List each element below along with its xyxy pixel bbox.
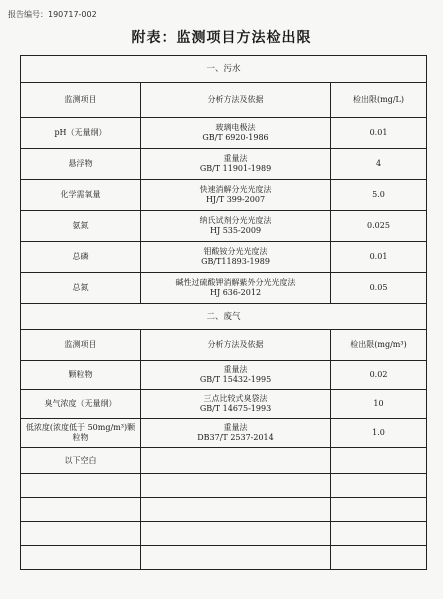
empty-cell <box>331 448 427 474</box>
table-row <box>21 361 427 390</box>
method-name: 重量法 <box>223 154 248 163</box>
row-limit: 1.0 <box>331 419 427 448</box>
method-limit-table <box>20 55 427 570</box>
row-method <box>141 118 331 149</box>
method-standard: GB/T 6920-1986 <box>202 133 269 142</box>
header-row-gas <box>21 330 427 361</box>
row-item: 化学需氧量 <box>21 180 141 211</box>
row-item: 颗粒物 <box>21 361 141 390</box>
row-method <box>141 390 331 419</box>
method-name: 快速消解分光光度法 <box>199 185 272 194</box>
empty-cell <box>21 474 141 498</box>
table-row <box>21 522 427 546</box>
empty-cell <box>21 546 141 570</box>
report-number: 报告编号：190717-002 <box>8 10 97 19</box>
empty-cell <box>21 498 141 522</box>
row-limit: 5.0 <box>331 180 427 211</box>
row-item: 低浓度(浓度低于 50mg/m³)颗粒物 <box>21 419 141 448</box>
table-row <box>21 211 427 242</box>
method-name: 重量法 <box>223 365 248 374</box>
table-row <box>21 180 427 211</box>
table-row <box>21 242 427 273</box>
blank-note: 以下空白 <box>21 448 141 474</box>
row-item: 臭气浓度（无量纲） <box>21 390 141 419</box>
table-row <box>21 448 427 474</box>
empty-cell <box>141 522 331 546</box>
header-row-water <box>21 83 427 118</box>
section-row-water <box>21 56 427 83</box>
row-item: 总氮 <box>21 273 141 304</box>
method-name: 碱性过硫酸钾消解紫外分光光度法 <box>175 278 296 287</box>
method-standard: GB/T11893-1989 <box>201 257 270 266</box>
table-row <box>21 118 427 149</box>
header-method: 分析方法及依据 <box>141 83 331 118</box>
empty-cell <box>331 474 427 498</box>
row-limit: 0.025 <box>331 211 427 242</box>
method-name: 玻璃电极法 <box>215 123 256 132</box>
method-standard: GB/T 15432-1995 <box>199 375 272 384</box>
table-row <box>21 149 427 180</box>
row-limit: 0.01 <box>331 118 427 149</box>
header-item: 监测项目 <box>21 83 141 118</box>
method-standard: DB37/T 2537-2014 <box>197 433 274 442</box>
empty-cell <box>141 498 331 522</box>
empty-cell <box>141 448 331 474</box>
row-limit: 0.01 <box>331 242 427 273</box>
table-row <box>21 273 427 304</box>
method-name: 重量法 <box>223 423 248 432</box>
section-title-gas: 二、废气 <box>21 304 427 330</box>
row-limit: 10 <box>331 390 427 419</box>
header-limit: 检出限(mg/m³) <box>331 330 427 361</box>
row-method <box>141 242 331 273</box>
row-limit: 0.02 <box>331 361 427 390</box>
method-name: 纳氏试剂分光光度法 <box>199 216 272 225</box>
row-method <box>141 419 331 448</box>
header-limit: 检出限(mg/L) <box>331 83 427 118</box>
method-standard: HJ 535-2009 <box>209 226 262 235</box>
empty-cell <box>331 498 427 522</box>
empty-cell <box>141 474 331 498</box>
method-standard: HJ 636-2012 <box>209 288 262 297</box>
empty-cell <box>331 546 427 570</box>
header-item: 监测项目 <box>21 330 141 361</box>
row-item: pH（无量纲） <box>21 118 141 149</box>
table-row <box>21 474 427 498</box>
empty-cell <box>331 522 427 546</box>
row-limit: 4 <box>331 149 427 180</box>
row-method <box>141 180 331 211</box>
table-row <box>21 419 427 448</box>
section-row-gas <box>21 304 427 330</box>
row-method <box>141 149 331 180</box>
method-name: 三点比较式臭袋法 <box>203 394 268 403</box>
row-method <box>141 211 331 242</box>
row-item: 悬浮物 <box>21 149 141 180</box>
method-name: 钼酸铵分光光度法 <box>203 247 268 256</box>
row-limit: 0.05 <box>331 273 427 304</box>
empty-cell <box>21 522 141 546</box>
row-method <box>141 273 331 304</box>
header-method: 分析方法及依据 <box>141 330 331 361</box>
row-item: 总磷 <box>21 242 141 273</box>
row-method <box>141 361 331 390</box>
method-standard: GB/T 14675-1993 <box>199 404 272 413</box>
table-row <box>21 498 427 522</box>
table-row <box>21 390 427 419</box>
section-title-water: 一、污水 <box>21 56 427 83</box>
page-title: 附表：监测项目方法检出限 <box>131 30 312 46</box>
row-item: 氨氮 <box>21 211 141 242</box>
empty-cell <box>141 546 331 570</box>
method-standard: HJ/T 399-2007 <box>205 195 266 204</box>
method-standard: GB/T 11901-1989 <box>199 164 272 173</box>
table-row <box>21 546 427 570</box>
